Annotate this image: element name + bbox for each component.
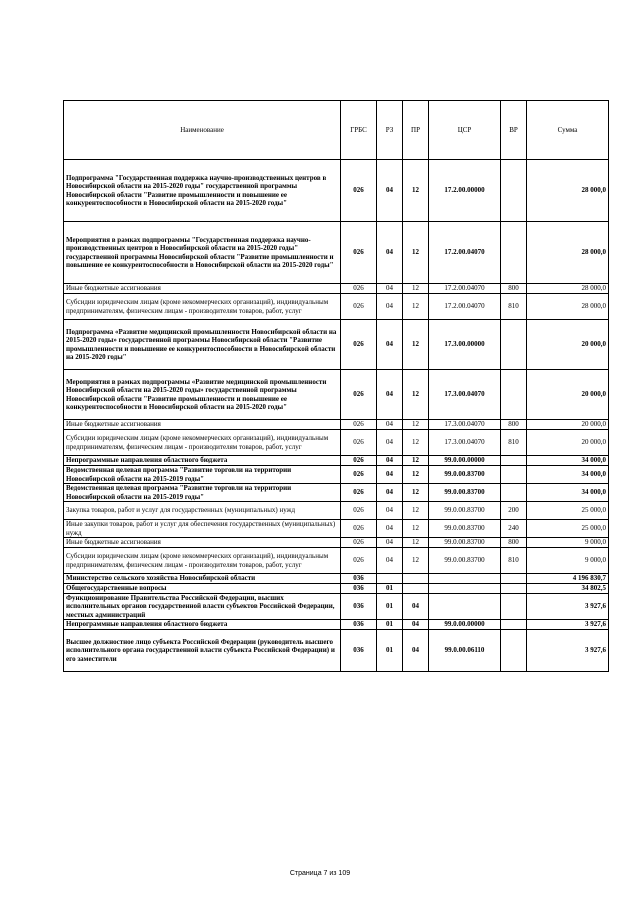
cell-vr [501, 574, 527, 584]
cell-vr [501, 456, 527, 466]
header-name: Наименование [64, 101, 341, 160]
cell-grbs: 026 [341, 420, 377, 430]
cell-vr: 240 [501, 520, 527, 538]
cell-rz: 01 [377, 584, 403, 594]
cell-grbs: 026 [341, 502, 377, 520]
table-row [64, 294, 609, 320]
cell-pr: 12 [403, 420, 429, 430]
cell-sum: 20 000,0 [527, 370, 609, 420]
cell-rz: 04 [377, 430, 403, 456]
cell-pr: 12 [403, 520, 429, 538]
cell-rz: 04 [377, 520, 403, 538]
cell-sum: 20 000,0 [527, 430, 609, 456]
header-grbs: ГРБС [341, 101, 377, 160]
cell-csr [429, 584, 501, 594]
cell-grbs: 026 [341, 320, 377, 370]
cell-pr: 12 [403, 320, 429, 370]
header-pr: ПР [403, 101, 429, 160]
cell-vr [501, 630, 527, 672]
cell-pr: 04 [403, 620, 429, 630]
cell-rz: 04 [377, 294, 403, 320]
cell-rz [377, 574, 403, 584]
cell-name: Иные закупки товаров, работ и услуг для обеспечения государственных (муниципальных) нужд [64, 520, 341, 538]
cell-csr: 99.0.00.00000 [429, 620, 501, 630]
cell-csr: 99.0.00.83700 [429, 548, 501, 574]
table-row [64, 160, 609, 222]
table-row [64, 630, 609, 672]
table-row [64, 430, 609, 456]
cell-grbs: 036 [341, 620, 377, 630]
cell-pr: 12 [403, 370, 429, 420]
cell-grbs: 026 [341, 284, 377, 294]
cell-rz: 04 [377, 284, 403, 294]
cell-grbs: 026 [341, 160, 377, 222]
cell-pr: 04 [403, 594, 429, 620]
cell-grbs: 026 [341, 294, 377, 320]
cell-pr [403, 584, 429, 594]
budget-table [63, 100, 609, 672]
table-row [64, 574, 609, 584]
cell-sum: 20 000,0 [527, 320, 609, 370]
table-row [64, 520, 609, 538]
cell-csr [429, 594, 501, 620]
cell-vr [501, 222, 527, 284]
cell-csr: 17.2.00.04070 [429, 284, 501, 294]
page-number: Страница 7 из 109 [289, 870, 351, 877]
table-row [64, 466, 609, 484]
cell-pr: 12 [403, 456, 429, 466]
cell-grbs: 026 [341, 466, 377, 484]
cell-pr: 12 [403, 502, 429, 520]
cell-grbs: 036 [341, 584, 377, 594]
cell-rz: 04 [377, 484, 403, 502]
cell-pr: 12 [403, 538, 429, 548]
cell-grbs: 026 [341, 484, 377, 502]
cell-pr: 12 [403, 284, 429, 294]
cell-vr [501, 620, 527, 630]
cell-rz: 01 [377, 620, 403, 630]
cell-rz: 04 [377, 160, 403, 222]
cell-pr: 12 [403, 294, 429, 320]
cell-csr: 99.0.00.83700 [429, 538, 501, 548]
cell-csr: 17.2.00.04070 [429, 222, 501, 284]
cell-sum: 3 927,6 [527, 630, 609, 672]
cell-grbs: 036 [341, 630, 377, 672]
cell-csr: 17.3.00.04070 [429, 420, 501, 430]
cell-pr: 12 [403, 160, 429, 222]
cell-grbs: 036 [341, 574, 377, 584]
cell-name: Высшее должностное лицо субъекта Российской Федерации (руководитель высшего исполнительного органа государственной власти субъекта Российской Федерации) и его заместители [64, 630, 341, 672]
cell-grbs: 026 [341, 430, 377, 456]
cell-pr: 12 [403, 466, 429, 484]
table-row [64, 420, 609, 430]
cell-rz: 04 [377, 548, 403, 574]
cell-name: Подпрограмма "Государственная поддержка научно-производственных центров в Новосибирской области на 2015-2020 годы" государственной программы Новосибирской области "Развитие промышленности и повышение ее конкурентоспособности в Новосибирской области на 2015-2020 годы" [64, 160, 341, 222]
cell-name: Мероприятия в рамках подпрограммы «Развитие медицинской промышленности Новосибирской области на 2015-2020 годы» государственной программы Новосибирской области "Развитие промышленности и повышение ее конкурентоспособности в Новосибирской области на 2015-2020 годы" [64, 370, 341, 420]
cell-vr [501, 466, 527, 484]
cell-name: Общегосударственные вопросы [64, 584, 341, 594]
table-body [64, 160, 609, 672]
table-row [64, 456, 609, 466]
table-row [64, 222, 609, 284]
header-vr: ВР [501, 101, 527, 160]
cell-csr [429, 574, 501, 584]
cell-rz: 04 [377, 420, 403, 430]
cell-csr: 17.3.00.04070 [429, 370, 501, 420]
table-row [64, 320, 609, 370]
cell-vr: 800 [501, 284, 527, 294]
cell-name: Непрограммные направления областного бюджета [64, 620, 341, 630]
table-row [64, 370, 609, 420]
cell-sum: 3 927,6 [527, 620, 609, 630]
cell-vr [501, 320, 527, 370]
cell-rz: 04 [377, 370, 403, 420]
cell-grbs: 026 [341, 538, 377, 548]
cell-grbs: 026 [341, 370, 377, 420]
cell-csr: 99.0.00.83700 [429, 484, 501, 502]
cell-pr: 12 [403, 222, 429, 284]
cell-rz: 04 [377, 222, 403, 284]
table-row [64, 484, 609, 502]
cell-csr: 17.3.00.04070 [429, 430, 501, 456]
cell-name: Субсидии юридическим лицам (кроме некоммерческих организаций), индивидуальным предпринимателям, физическим лицам - производителям товаров, работ, услуг [64, 294, 341, 320]
cell-pr: 12 [403, 548, 429, 574]
cell-name: Иные бюджетные ассигнования [64, 420, 341, 430]
cell-vr [501, 594, 527, 620]
cell-vr: 810 [501, 430, 527, 456]
cell-csr: 99.0.00.83700 [429, 502, 501, 520]
cell-sum: 34 000,0 [527, 456, 609, 466]
cell-name: Мероприятия в рамках подпрограммы "Государственная поддержка научно-производственных центров в Новосибирской области на 2015-2020 годы" государственной программы Новосибирской области "Развитие промышленности и повышение ее конкурентоспособности в Новосибирской области на 2015-2020 годы" [64, 222, 341, 284]
header-csr: ЦСР [429, 101, 501, 160]
cell-sum: 34 000,0 [527, 466, 609, 484]
cell-sum: 3 927,6 [527, 594, 609, 620]
table-row [64, 584, 609, 594]
cell-name: Непрограммные направления областного бюджета [64, 456, 341, 466]
cell-sum: 28 000,0 [527, 160, 609, 222]
cell-sum: 28 000,0 [527, 284, 609, 294]
table-header-row [64, 101, 609, 160]
cell-name: Министерство сельского хозяйства Новосибирской области [64, 574, 341, 584]
cell-pr: 12 [403, 484, 429, 502]
cell-sum: 28 000,0 [527, 222, 609, 284]
cell-sum: 25 000,0 [527, 520, 609, 538]
cell-name: Закупка товаров, работ и услуг для государственных (муниципальных) нужд [64, 502, 341, 520]
cell-csr: 99.0.00.00000 [429, 456, 501, 466]
cell-rz: 04 [377, 502, 403, 520]
table-row [64, 502, 609, 520]
cell-vr: 800 [501, 420, 527, 430]
cell-name: Субсидии юридическим лицам (кроме некоммерческих организаций), индивидуальным предпринимателям, физическим лицам - производителям товаров, работ, услуг [64, 430, 341, 456]
cell-sum: 20 000,0 [527, 420, 609, 430]
cell-name: Иные бюджетные ассигнования [64, 284, 341, 294]
table-row [64, 548, 609, 574]
cell-name: Ведомственная целевая программа "Развитие торговли на территории Новосибирской области на 2015-2019 годы" [64, 466, 341, 484]
cell-vr: 810 [501, 548, 527, 574]
header-sum: Сумма [527, 101, 609, 160]
cell-name: Подпрограмма «Развитие медицинской промышленности Новосибирской области на 2015-2020 годы» государственной программы Новосибирской области "Развитие промышленности и повышение ее конкурентоспособности в Новосибирской области на 2015-2020 годы" [64, 320, 341, 370]
cell-csr: 99.0.00.83700 [429, 520, 501, 538]
cell-vr: 800 [501, 538, 527, 548]
cell-csr: 17.2.00.00000 [429, 160, 501, 222]
cell-csr: 17.3.00.00000 [429, 320, 501, 370]
cell-sum: 34 000,0 [527, 484, 609, 502]
cell-vr [501, 370, 527, 420]
cell-sum: 28 000,0 [527, 294, 609, 320]
cell-grbs: 036 [341, 594, 377, 620]
cell-rz: 01 [377, 594, 403, 620]
cell-vr [501, 160, 527, 222]
cell-rz: 04 [377, 466, 403, 484]
cell-grbs: 026 [341, 520, 377, 538]
cell-grbs: 026 [341, 548, 377, 574]
cell-pr: 04 [403, 630, 429, 672]
cell-rz: 01 [377, 630, 403, 672]
cell-rz: 04 [377, 320, 403, 370]
cell-sum: 25 000,0 [527, 502, 609, 520]
cell-sum: 9 000,0 [527, 548, 609, 574]
cell-csr: 99.0.00.83700 [429, 466, 501, 484]
cell-sum: 9 000,0 [527, 538, 609, 548]
cell-csr: 17.2.00.04070 [429, 294, 501, 320]
table-row [64, 538, 609, 548]
table-row [64, 594, 609, 620]
header-rz: РЗ [377, 101, 403, 160]
cell-vr [501, 584, 527, 594]
cell-vr: 810 [501, 294, 527, 320]
cell-rz: 04 [377, 538, 403, 548]
cell-rz: 04 [377, 456, 403, 466]
cell-sum: 4 196 830,7 [527, 574, 609, 584]
cell-pr [403, 574, 429, 584]
cell-name: Субсидии юридическим лицам (кроме некоммерческих организаций), индивидуальным предпринимателям, физическим лицам - производителям товаров, работ, услуг [64, 548, 341, 574]
cell-grbs: 026 [341, 456, 377, 466]
cell-name: Иные бюджетные ассигнования [64, 538, 341, 548]
cell-grbs: 026 [341, 222, 377, 284]
cell-csr: 99.0.00.06110 [429, 630, 501, 672]
cell-pr: 12 [403, 430, 429, 456]
cell-name: Функционирование Правительства Российской Федерации, высших исполнительных органов государственной власти субъектов Российской Федерации, местных администраций [64, 594, 341, 620]
table-row [64, 284, 609, 294]
cell-vr: 200 [501, 502, 527, 520]
cell-vr [501, 484, 527, 502]
cell-name: Ведомственная целевая программа "Развитие торговли на территории Новосибирской области на 2015-2019 годы" [64, 484, 341, 502]
table-row [64, 620, 609, 630]
cell-sum: 34 802,5 [527, 584, 609, 594]
